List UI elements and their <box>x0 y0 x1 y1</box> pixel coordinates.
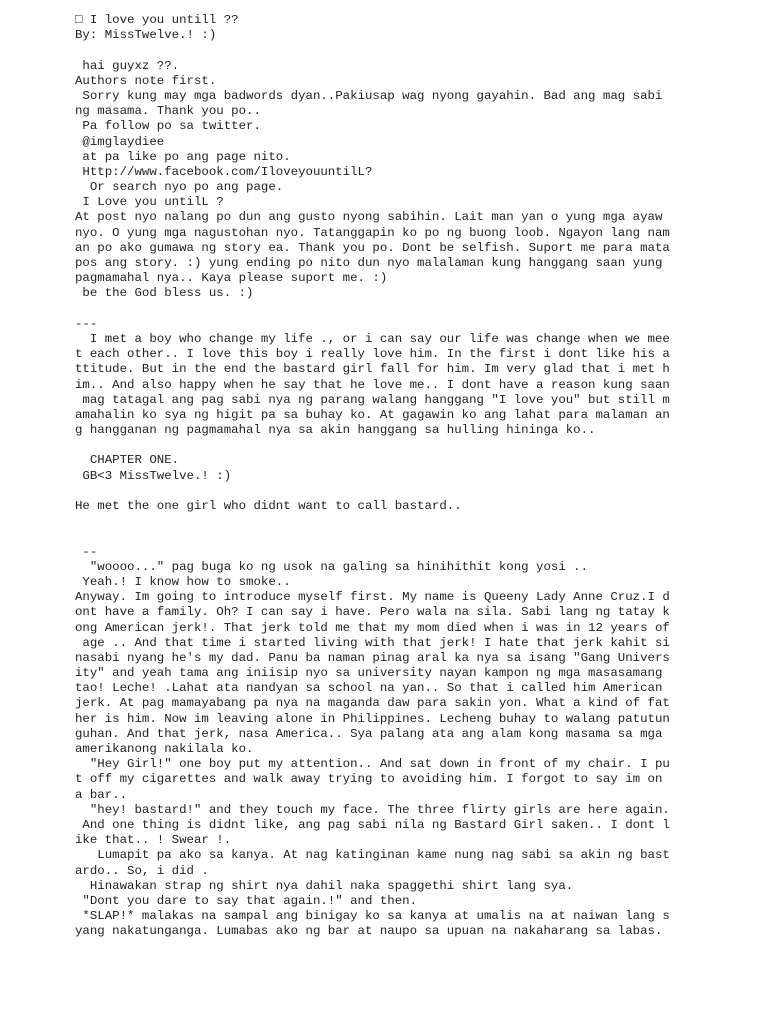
text-line: "Dont you dare to say that again.!" and then. <box>75 893 418 908</box>
blank-line <box>75 484 675 499</box>
blank-line <box>75 302 675 317</box>
text-line: a bar.. <box>75 787 128 802</box>
document-page <box>75 13 675 939</box>
text-line: ardo.. So, i did . <box>75 863 209 878</box>
text-line: t each other.. I love this boy i really love him. In the first i dont like his a <box>75 347 670 362</box>
text-line: guhan. And that jerk, nasa America.. Sya palang ata ang alam kong masama sa mga <box>75 726 663 741</box>
text-line: g hangganan ng pagmamahal nya sa akin hanggang sa hulling hininga ko.. <box>75 423 596 438</box>
text-line: Http://www.facebook.com/IloveyouuntilL? <box>75 164 373 179</box>
text-line: yang nakatunganga. Lumabas ako ng bar at naupo sa upuan na nakaharang sa labas. <box>75 924 663 939</box>
section-separator: --- <box>75 316 98 331</box>
text-line: Or search nyo po ang page. <box>75 180 284 195</box>
text-line: amerikanong nakilala ko. <box>75 742 254 756</box>
text-line: t off my cigarettes and walk away trying to avoiding him. I forgot to say im on <box>75 772 663 787</box>
text-line: jerk. At pag mamayabang pa nya na maganda daw para sakin yon. What a kind of fat <box>75 696 670 711</box>
text-line: ttitude. But in the end the bastard girl fall for him. Im very glad that i met h <box>75 362 670 377</box>
text-line: @imglaydiee <box>75 134 165 149</box>
blank-line <box>75 438 675 453</box>
text-line: her is him. Now im leaving alone in Philippines. Lecheng buhay to walang patutun <box>75 711 670 726</box>
text-line: amahalin ko sya ng higit pa sa buhay ko. At gagawin ko ang lahat para malaman an <box>75 407 670 422</box>
text-line: Authors note first. <box>75 73 217 88</box>
text-line: nyo. O yung mga nagustohan nyo. Tatanggapin ko po ng buong loob. Ngayon lang nam <box>75 225 670 240</box>
text-line: ike that.. ! Swear !. <box>75 833 232 848</box>
chapter-heading: CHAPTER ONE. <box>75 453 180 468</box>
text-line: tao! Leche! .Lahat ata nandyan sa school na yan.. So that i called him American <box>75 681 663 696</box>
story-title: □ I love you untill ?? <box>75 13 239 27</box>
text-line: pagmamahal nya.. Kaya please suport me. :) <box>75 271 388 286</box>
blank-line <box>75 43 675 58</box>
text-line: At post nyo nalang po dun ang gusto nyong sabihin. Lait man yan o yung mga ayaw <box>75 210 663 225</box>
story-byline: By: MissTwelve.! :) <box>75 28 217 43</box>
text-line: Yeah.! I know how to smoke.. <box>75 574 291 589</box>
text-line: I met a boy who change my life ., or i can say our life was change when we mee <box>75 331 670 346</box>
chapter-tagline: He met the one girl who didnt want to call bastard.. <box>75 499 462 513</box>
text-line: "Hey Girl!" one boy put my attention.. And sat down in front of my chair. I pu <box>75 757 670 772</box>
text-line: And one thing is didnt like, ang pag sabi nila ng Bastard Girl saken.. I dont l <box>75 817 670 832</box>
text-line: mag tatagal ang pag sabi nya ng parang walang hanggang "I love you" but still m <box>75 392 670 407</box>
text-line: Sorry kung may mga badwords dyan..Pakiusap wag nyong gayahin. Bad ang mag sabi <box>75 88 663 103</box>
text-line: Pa follow po sa twitter. <box>75 119 261 134</box>
text-line: Lumapit pa ako sa kanya. At nag katinginan kame nung nag sabi sa akin ng bast <box>75 848 670 863</box>
blank-line <box>75 529 675 544</box>
text-line: ont have a family. Oh? I can say i have. Pero wala na sila. Sabi lang ng tatay k <box>75 605 670 620</box>
text-line: Hinawakan strap ng shirt nya dahil naka spaggethi shirt lang sya. <box>75 878 574 893</box>
authors-note <box>75 59 675 302</box>
text-line: ong American jerk!. That jerk told me that my mom died when i was in 12 years of <box>75 620 670 635</box>
text-line: I Love you untilL ? <box>75 195 224 210</box>
chapter-signature: GB<3 MissTwelve.! :) <box>75 468 232 483</box>
chapter-body <box>75 560 675 940</box>
text-line: age .. And that time i started living with that jerk! I hate that jerk kahit si <box>75 635 670 650</box>
text-line: nasabi nyang he's my dad. Panu ba naman pinag aral ka nya sa isang "Gang Univers <box>75 650 670 665</box>
text-line: be the God bless us. :) <box>75 286 254 301</box>
text-line: hai guyxz ??. <box>75 58 180 73</box>
text-line: *SLAP!* malakas na sampal ang binigay ko sa kanya at umalis na at naiwan lang s <box>75 909 670 924</box>
text-line: ity" and yeah tama ang iniisip nyo sa university nayan kampon ng mga masasamang <box>75 666 663 681</box>
text-line: "woooo..." pag buga ko ng usok na galing sa hinihithit kong yosi .. <box>75 559 589 574</box>
section-separator: -- <box>75 544 98 559</box>
text-line: Anyway. Im going to introduce myself first. My name is Queeny Lady Anne Cruz.I d <box>75 590 670 605</box>
text-line: im.. And also happy when he say that he love me.. I dont have a reason kung saan <box>75 377 670 392</box>
text-line: ng masama. Thank you po.. <box>75 104 261 119</box>
blank-line <box>75 514 675 529</box>
text-line: "hey! bastard!" and they touch my face. The three flirty girls are here again. <box>75 802 670 817</box>
text-line: pos ang story. :) yung ending po nito dun nyo malalaman kung hanggang saan yung <box>75 256 663 270</box>
text-line: at pa like po ang page nito. <box>75 149 291 164</box>
text-line: an po ako gumawa ng story ea. Thank you po. Dont be selfish. Suport me para mata <box>75 240 670 255</box>
prologue <box>75 332 675 438</box>
